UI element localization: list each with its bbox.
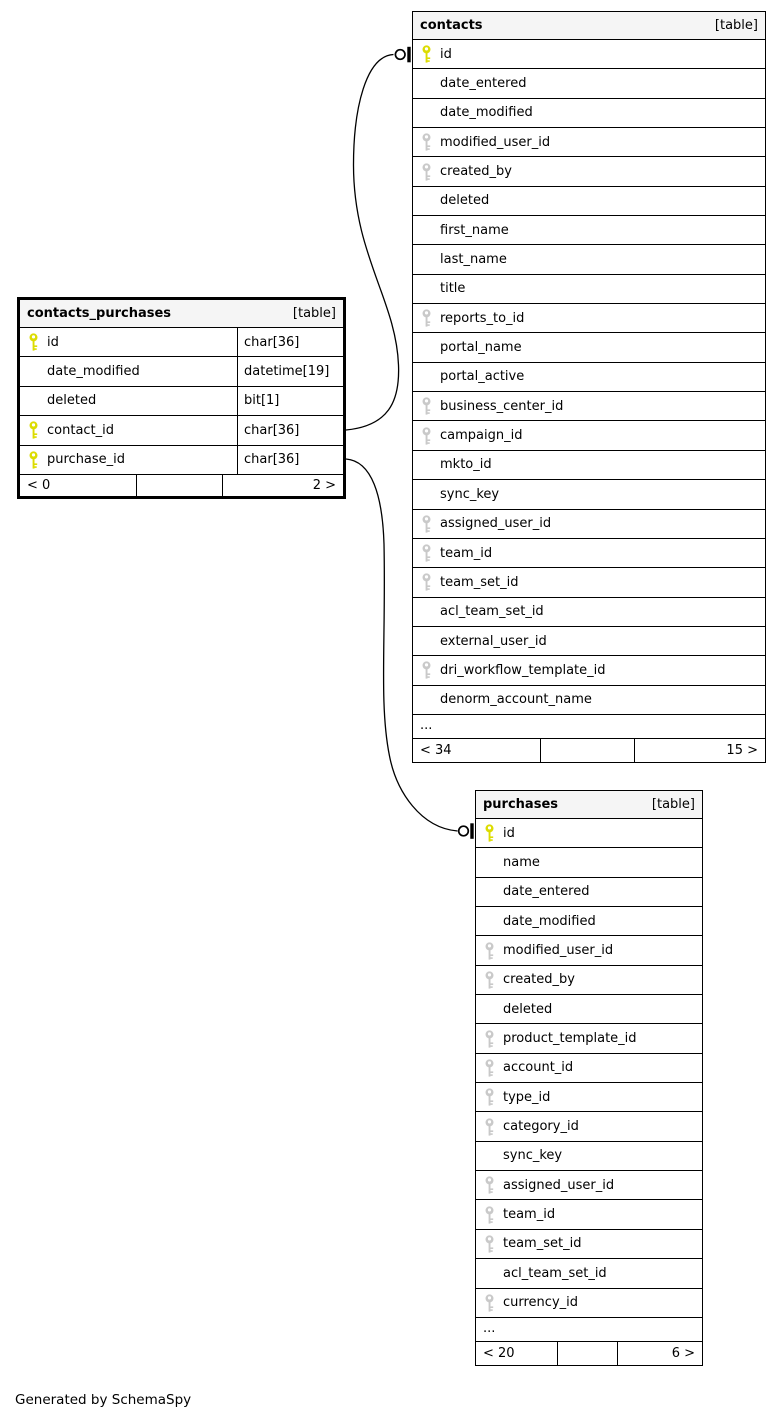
- column-name: date_entered: [503, 884, 590, 900]
- column-row-modified_user_id: [476, 936, 702, 965]
- footer-middle-cell: [540, 739, 635, 762]
- column-name: purchase_id: [47, 446, 238, 474]
- column-name: date_entered: [440, 76, 527, 92]
- primary-key-icon: [20, 451, 47, 469]
- column-row-type_id: [476, 1083, 702, 1112]
- column-name: modified_user_id: [503, 943, 614, 959]
- more-columns-ellipsis: ...: [413, 715, 765, 739]
- table-columns: [20, 328, 343, 475]
- foreign-key-icon: [413, 163, 440, 181]
- edge-bar-endpoint: [470, 823, 473, 839]
- column-name: created_by: [440, 164, 512, 180]
- column-name: id: [47, 328, 238, 356]
- column-name: modified_user_id: [440, 134, 551, 150]
- column-row-purchase_id: [20, 446, 343, 475]
- column-name: first_name: [440, 222, 509, 238]
- table-footer: [476, 1342, 702, 1365]
- table-node-contacts-purchases[interactable]: [17, 297, 346, 499]
- column-name: currency_id: [503, 1295, 579, 1311]
- column-row-team_set_id: [413, 568, 765, 597]
- footer-parent-count: < 0: [27, 477, 51, 493]
- column-name: denorm_account_name: [440, 692, 592, 708]
- table-name: purchases: [483, 797, 558, 812]
- column-row-business_center_id: [413, 392, 765, 421]
- column-name: acl_team_set_id: [503, 1265, 607, 1281]
- column-type: char[36]: [244, 334, 300, 350]
- edge-circle-endpoint: [459, 826, 469, 836]
- foreign-key-icon: [413, 397, 440, 415]
- column-name: business_center_id: [440, 398, 564, 414]
- column-name: type_id: [503, 1089, 551, 1105]
- primary-key-icon: [476, 824, 503, 842]
- column-row-deleted: [476, 995, 702, 1024]
- column-row-date_entered: [476, 878, 702, 907]
- column-type: char[36]: [244, 452, 300, 468]
- column-row-created_by: [476, 966, 702, 995]
- column-name: account_id: [503, 1060, 574, 1076]
- column-row-last_name: [413, 245, 765, 274]
- column-row-external_user_id: [413, 627, 765, 656]
- foreign-key-icon: [413, 309, 440, 327]
- column-row-currency_id: [476, 1289, 702, 1318]
- column-name: id: [440, 46, 452, 62]
- column-row-mkto_id: [413, 451, 765, 480]
- foreign-key-icon: [476, 1176, 503, 1194]
- column-row-reports_to_id: [413, 304, 765, 333]
- column-row-modified_user_id: [413, 128, 765, 157]
- column-row-dri_workflow_template_id: [413, 656, 765, 685]
- primary-key-icon: [20, 421, 47, 439]
- footer-parent-count: < 20: [483, 1345, 515, 1361]
- column-name: product_template_id: [503, 1031, 637, 1047]
- column-name: title: [440, 281, 466, 297]
- foreign-key-icon: [413, 133, 440, 151]
- foreign-key-icon: [413, 427, 440, 445]
- table-footer: [20, 475, 343, 496]
- edge-contact-id-to-contacts-id: [346, 47, 411, 430]
- footer-child-count: 2 >: [312, 477, 336, 493]
- column-name: date_modified: [440, 105, 533, 121]
- column-name: team_id: [503, 1207, 556, 1223]
- column-row-assigned_user_id: [413, 510, 765, 539]
- footer-child-count: 15 >: [726, 742, 758, 758]
- footer-child-count: 6 >: [671, 1345, 695, 1361]
- column-name: team_id: [440, 545, 493, 561]
- column-name: team_set_id: [440, 574, 519, 590]
- foreign-key-icon: [413, 515, 440, 533]
- column-name: team_set_id: [503, 1236, 582, 1252]
- column-name: campaign_id: [440, 428, 523, 444]
- foreign-key-icon: [476, 1059, 503, 1077]
- column-row-date_entered: [413, 69, 765, 98]
- column-row-product_template_id: [476, 1024, 702, 1053]
- column-name: id: [503, 825, 515, 841]
- table-node-contacts[interactable]: [412, 11, 766, 763]
- foreign-key-icon: [476, 1206, 503, 1224]
- column-name: acl_team_set_id: [440, 604, 544, 620]
- column-row-portal_active: [413, 363, 765, 392]
- column-row-denorm_account_name: [413, 686, 765, 715]
- column-row-sync_key: [476, 1142, 702, 1171]
- column-row-first_name: [413, 216, 765, 245]
- table-name: contacts: [420, 18, 483, 33]
- table-header[interactable]: [413, 12, 765, 40]
- column-name: deleted: [440, 193, 490, 209]
- foreign-key-icon: [413, 573, 440, 591]
- foreign-key-icon: [476, 1294, 503, 1312]
- column-row-acl_team_set_id: [476, 1259, 702, 1288]
- column-name: contact_id: [47, 416, 238, 444]
- more-columns-ellipsis: ...: [476, 1318, 702, 1342]
- table-header[interactable]: [476, 791, 702, 819]
- column-name: external_user_id: [440, 633, 547, 649]
- column-name: sync_key: [440, 486, 500, 502]
- column-type: bit[1]: [244, 393, 280, 409]
- footer-middle-cell: [136, 475, 223, 496]
- column-row-acl_team_set_id: [413, 598, 765, 627]
- column-row-assigned_user_id: [476, 1171, 702, 1200]
- edge-bar-endpoint: [407, 47, 410, 63]
- column-name: reports_to_id: [440, 310, 525, 326]
- footer-parent-count: < 34: [420, 742, 452, 758]
- column-name: created_by: [503, 972, 575, 988]
- primary-key-icon: [413, 45, 440, 63]
- primary-key-icon: [20, 333, 47, 351]
- column-row-id: [413, 40, 765, 69]
- foreign-key-icon: [413, 661, 440, 679]
- table-columns: [476, 819, 702, 1342]
- column-name: portal_active: [440, 369, 525, 385]
- column-type: datetime[19]: [244, 364, 330, 380]
- foreign-key-icon: [476, 1118, 503, 1136]
- column-name: date_modified: [503, 913, 596, 929]
- column-row-contact_id: [20, 416, 343, 445]
- table-node-purchases[interactable]: [475, 790, 703, 1366]
- foreign-key-icon: [476, 942, 503, 960]
- column-row-date_modified: [20, 357, 343, 386]
- table-type-badge: [table]: [651, 797, 695, 812]
- table-header[interactable]: [20, 300, 343, 328]
- column-row-id: [476, 819, 702, 848]
- column-row-team_id: [476, 1200, 702, 1229]
- column-row-team_id: [413, 539, 765, 568]
- column-name: dri_workflow_template_id: [440, 662, 606, 678]
- column-name: deleted: [503, 1001, 553, 1017]
- column-name: assigned_user_id: [503, 1177, 615, 1193]
- foreign-key-icon: [476, 1030, 503, 1048]
- column-row-created_by: [413, 157, 765, 186]
- footer-middle-cell: [557, 1342, 618, 1365]
- column-name: deleted: [47, 387, 238, 415]
- table-type-badge: [table]: [714, 18, 758, 33]
- column-row-sync_key: [413, 480, 765, 509]
- column-row-deleted: [20, 387, 343, 416]
- column-type: char[36]: [244, 422, 300, 438]
- table-type-badge: [table]: [292, 306, 336, 321]
- relationship-curve: [346, 55, 399, 431]
- table-footer: [413, 739, 765, 762]
- foreign-key-icon: [476, 1088, 503, 1106]
- table-name: contacts_purchases: [27, 306, 172, 321]
- column-name: name: [503, 855, 540, 871]
- foreign-key-icon: [476, 971, 503, 989]
- column-row-title: [413, 275, 765, 304]
- edge-circle-endpoint: [395, 50, 405, 60]
- column-name: sync_key: [503, 1148, 563, 1164]
- column-row-campaign_id: [413, 421, 765, 450]
- table-columns: [413, 40, 765, 739]
- column-name: portal_name: [440, 340, 522, 356]
- column-name: assigned_user_id: [440, 516, 552, 532]
- foreign-key-icon: [476, 1235, 503, 1253]
- column-row-id: [20, 328, 343, 357]
- column-row-category_id: [476, 1112, 702, 1141]
- column-row-date_modified: [413, 99, 765, 128]
- column-row-name: [476, 848, 702, 877]
- column-name: date_modified: [47, 357, 238, 385]
- column-row-deleted: [413, 187, 765, 216]
- column-name: mkto_id: [440, 457, 492, 473]
- column-row-team_set_id: [476, 1230, 702, 1259]
- column-row-account_id: [476, 1054, 702, 1083]
- column-row-date_modified: [476, 907, 702, 936]
- foreign-key-icon: [413, 544, 440, 562]
- column-name: last_name: [440, 252, 507, 268]
- column-row-portal_name: [413, 333, 765, 362]
- column-name: category_id: [503, 1119, 579, 1135]
- generated-by-label: Generated by SchemaSpy: [15, 1392, 192, 1408]
